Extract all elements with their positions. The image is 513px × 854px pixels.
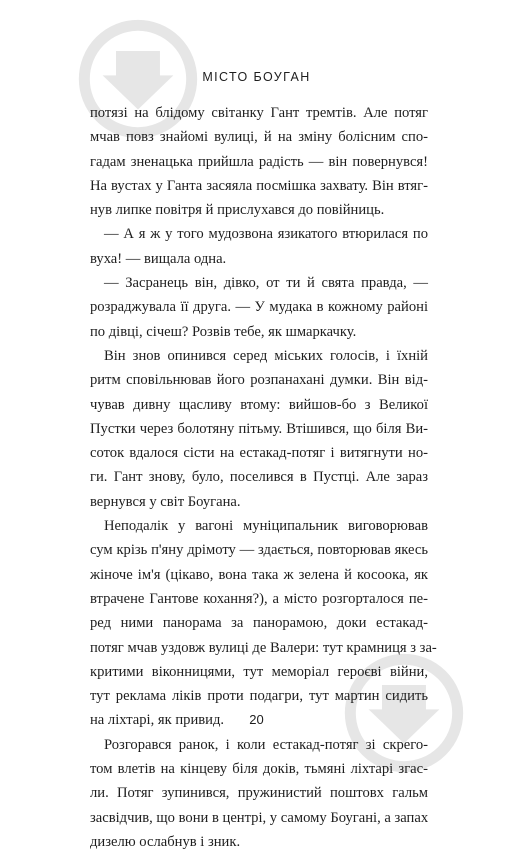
text-line: Розгорався ранок, і коли естакад-потяг зі скрего- bbox=[104, 736, 428, 753]
text-line: том влетів на кінцеву біля доків, тьмяні ліхтарі згас- bbox=[90, 761, 428, 778]
text-line: — А я ж у того мудозвона язикатого втюрилася по bbox=[104, 226, 428, 243]
text-line: гадам зненацька прийшла радість — він повернувся! bbox=[90, 153, 428, 170]
text-line: жіноче ім'я (цікаво, вона така ж зелена й косоока, як bbox=[90, 566, 428, 583]
text-line: потяг мчав уздовж вулиці де Валери: тут крамниця з за- bbox=[90, 639, 437, 656]
text-line: ли. Потяг зупинився, пружинистий поштовх гальм bbox=[90, 785, 428, 802]
text-line: дизелю ослабнув і зник. bbox=[90, 833, 241, 850]
page-number: 20 bbox=[249, 712, 264, 727]
text-line: — Засранець він, дівко, от ти й свята правда, — bbox=[104, 275, 428, 292]
text-line: ги. Гант знову, було, поселився в Пустці. Але зараз bbox=[90, 469, 428, 486]
text-line: вуха! — вищала одна. bbox=[90, 250, 227, 267]
text-line: потязі на блідому світанку Гант тремтів. Але потяг bbox=[90, 105, 428, 121]
body-text bbox=[90, 101, 437, 854]
text-line: Неподалік у вагоні муніципальник виговорював bbox=[104, 518, 428, 535]
text-line: сум крізь п'яну дрімоту — здається, повторював якесь bbox=[90, 542, 428, 559]
running-head: МІСТО БОУГАН bbox=[202, 70, 311, 84]
text-line: Він знов опинився серед міських голосів, і їхній bbox=[104, 347, 428, 364]
text-line: чував дивну щасливу втому: вийшов-бо з Великої bbox=[90, 396, 428, 413]
text-line: вернувся у світ Боугана. bbox=[90, 493, 241, 510]
text-line: на ліхтарі, як привид. bbox=[90, 712, 225, 729]
text-line: критими віконницями, тут меморіал героєві війни, bbox=[90, 663, 428, 680]
text-line: розраджувала її друга. — У мудака в кожному районі bbox=[90, 299, 428, 316]
text-line: ред ними панорама за панорамою, доки естакад- bbox=[90, 615, 428, 632]
text-line: мчав повз знайомі вулиці, й на зміну болісним спо- bbox=[90, 129, 428, 146]
text-line: На вустах у Ганта засяяла посмішка захвату. Він втяг- bbox=[90, 177, 428, 194]
text-line: втрачене Гантове кохання?), а місто розгорталося пе- bbox=[90, 590, 428, 607]
text-line: тут реклама ліків проти подагри, тут мартин сидить bbox=[90, 688, 428, 705]
text-line: ритм сповільнював його розпанахані думки. Він від- bbox=[90, 372, 428, 389]
text-line: соток вдалося сісти на естакад-потяг і витягнути но- bbox=[90, 445, 428, 462]
text-line: нув липке повітря й прислухався до повійниць. bbox=[90, 202, 385, 219]
text-line: по дівці, січеш? Розвів тебе, як шмаркачку. bbox=[90, 323, 357, 340]
text-line: засвідчив, що вони в центрі, у самому Боугані, а запах bbox=[90, 809, 429, 826]
text-line: Пустки через болотяну пітьму. Втішився, що біля Ви- bbox=[90, 420, 428, 437]
